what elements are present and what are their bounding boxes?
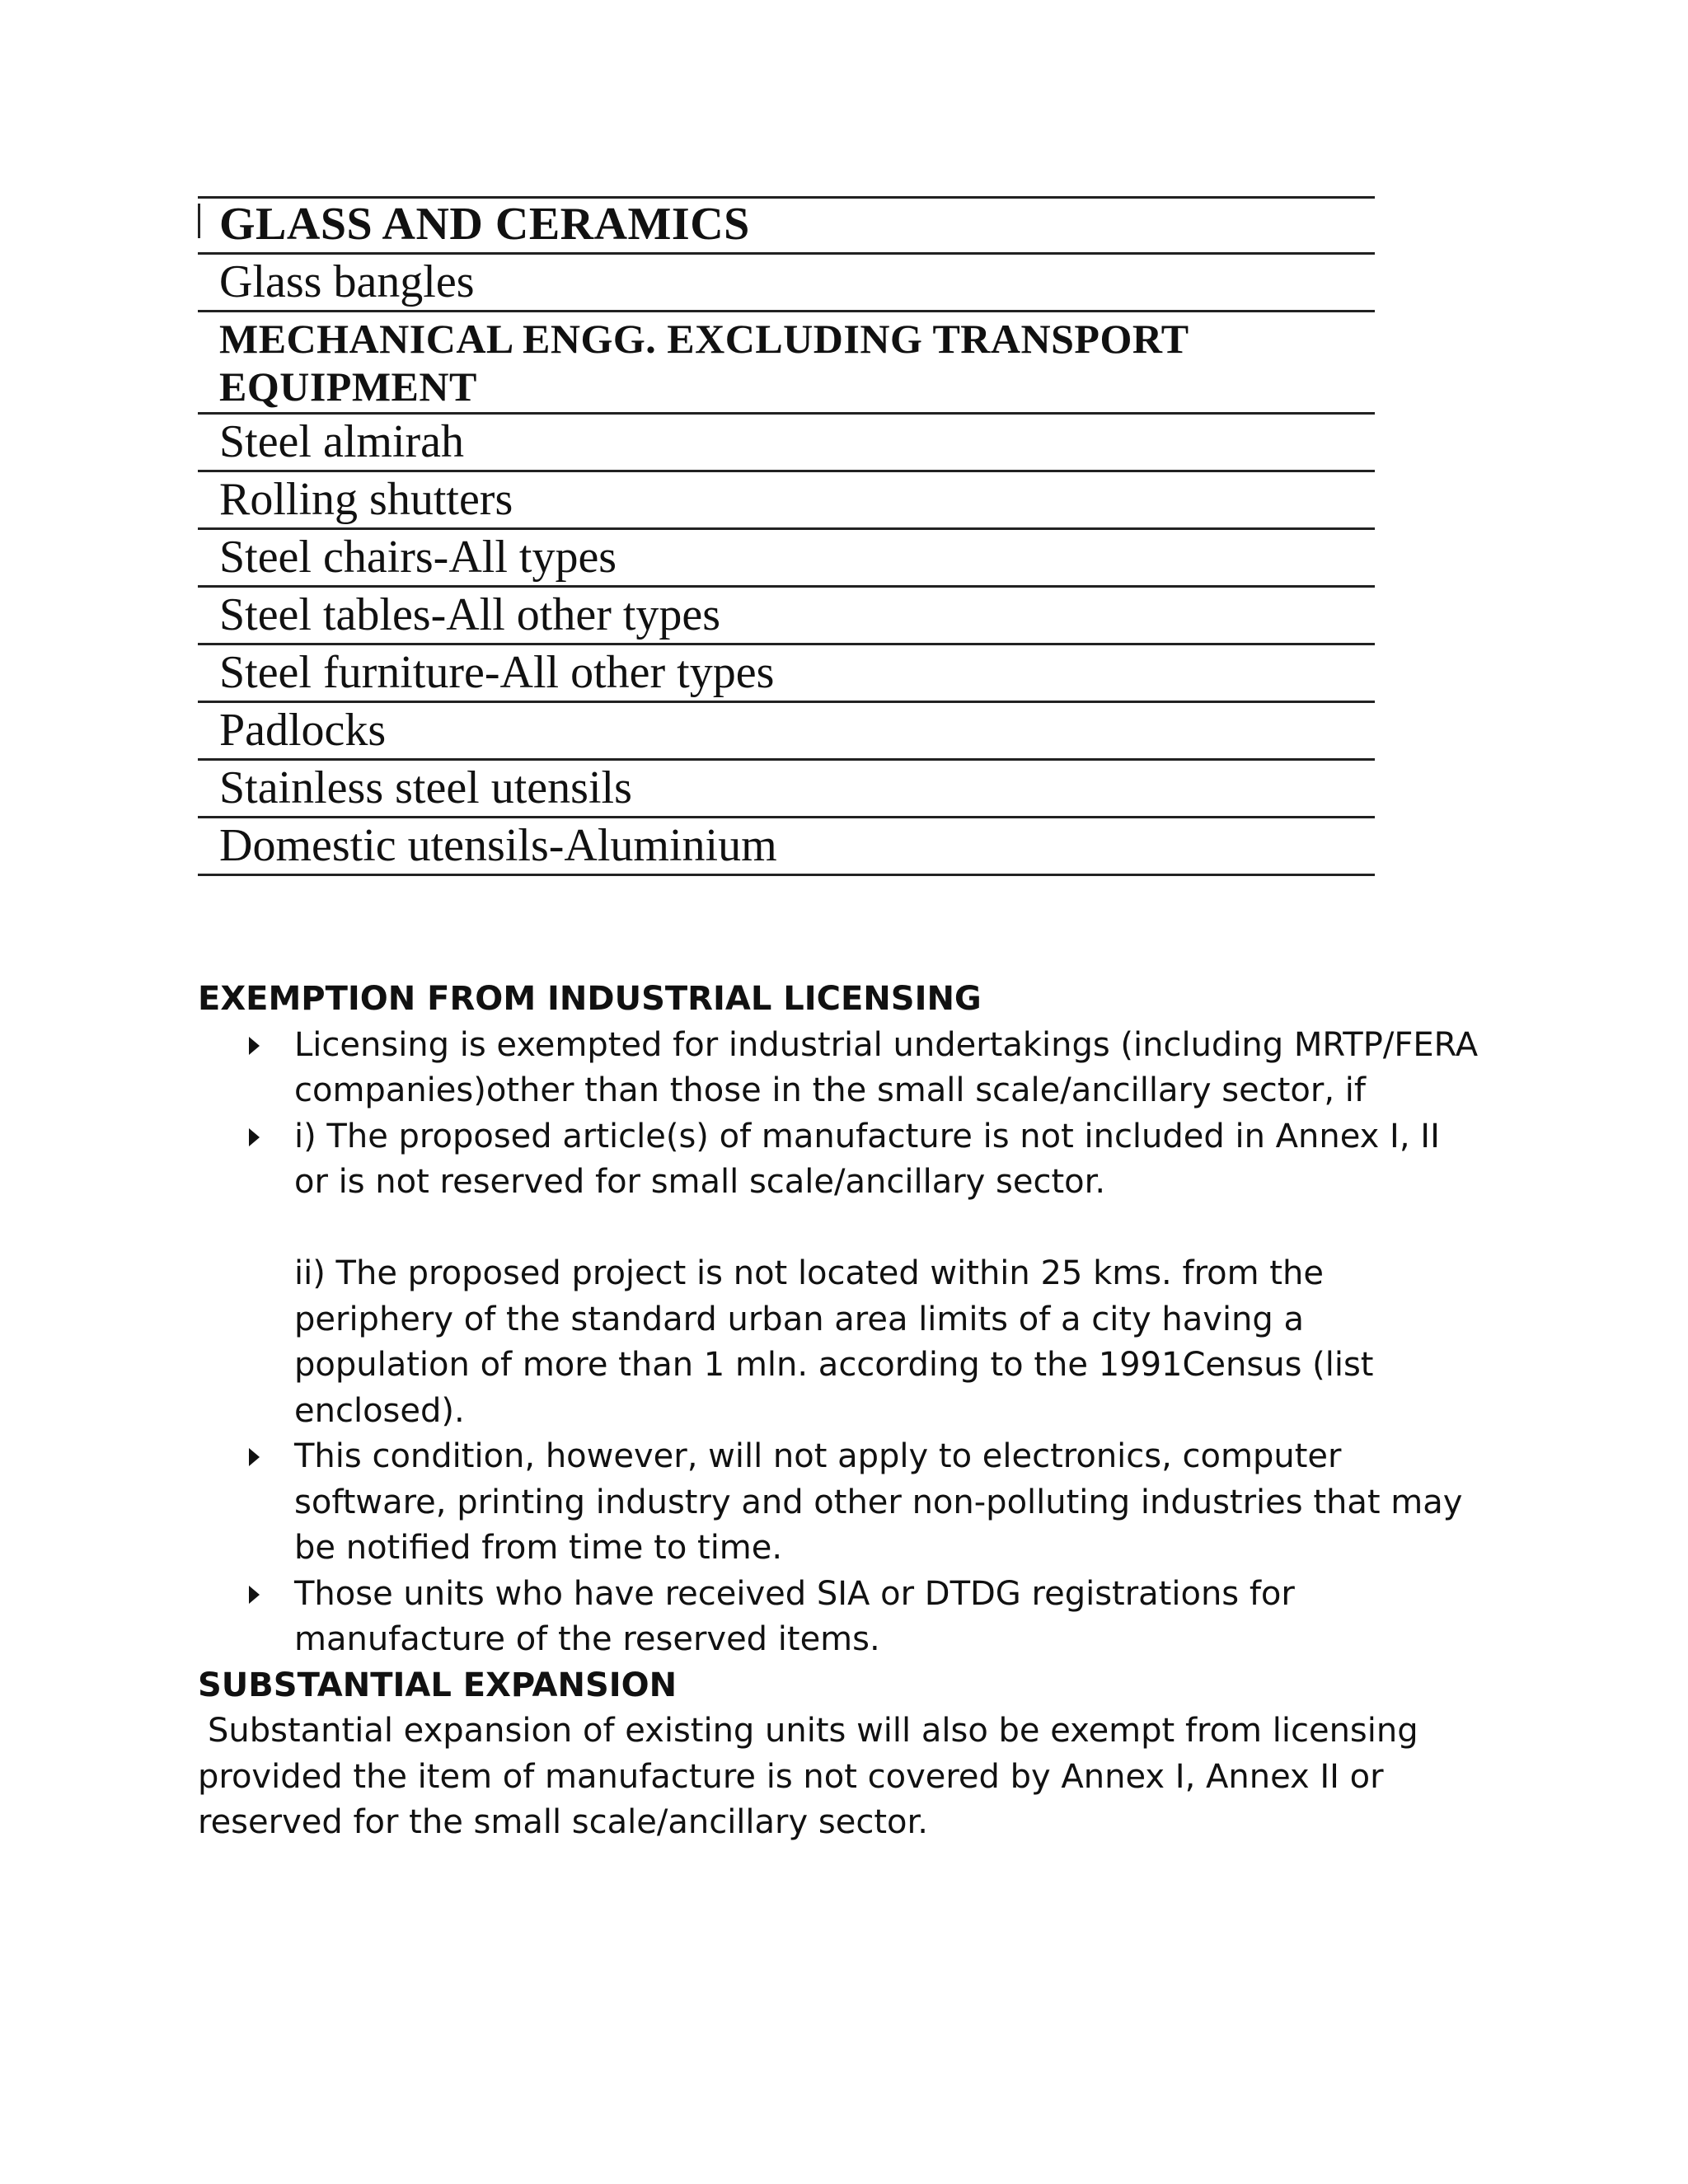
document-body <box>198 977 1484 1846</box>
table-cell: Steel almirah <box>219 416 465 467</box>
table-cell: Stainless steel utensils <box>219 762 632 813</box>
table-row <box>198 761 1375 818</box>
expansion-heading: SUBSTANTIAL EXPANSION <box>198 1666 678 1704</box>
exemption-sub-paragraph: ii) The proposed project is not located within 25 kms. from the periphery of the standard urban area limits of a city having a population of more than 1 mln. according to the 1991Census (list enclosed). <box>294 1254 1374 1430</box>
right-triangle-bullet-icon <box>249 1586 260 1604</box>
table-cell: Glass bangles <box>219 256 475 307</box>
exemption-heading: EXEMPTION FROM INDUSTRIAL LICENSING <box>198 980 982 1018</box>
bullet-text: i) The proposed article(s) of manufacture is not included in Annex I, II or is not reserved for small scale/ancillary sector. <box>294 1117 1440 1201</box>
table-heading-text-line-1: MECHANICAL ENGG. EXCLUDING TRANSPORT <box>219 316 1189 362</box>
bullet-text: Licensing is exempted for industrial undertakings (including MRTP/FERA companies)other than those in the small scale/ancillary sector, if <box>294 1025 1479 1109</box>
table-cell: Steel furniture-All other types <box>219 647 775 698</box>
reserved-items-table <box>198 196 1375 876</box>
table-heading-glass-ceramics <box>198 199 1375 255</box>
exemption-bullet-list <box>198 1023 1484 1206</box>
list-item <box>198 1114 1484 1206</box>
table-row <box>198 703 1375 761</box>
table-row <box>198 472 1375 530</box>
bullet-text: Those units who have received SIA or DTDG registrations for manufacture of the reserved items. <box>294 1574 1295 1658</box>
right-triangle-bullet-icon <box>249 1448 260 1466</box>
table-row <box>198 588 1375 645</box>
table-row <box>198 818 1375 876</box>
right-triangle-bullet-icon <box>249 1128 260 1146</box>
list-item <box>198 1434 1484 1572</box>
table-row <box>198 415 1375 472</box>
table-left-tick <box>198 204 200 238</box>
right-triangle-bullet-icon <box>249 1037 260 1055</box>
table-cell: Domestic utensils-Aluminium <box>219 820 777 871</box>
table-row <box>198 645 1375 703</box>
list-item <box>198 1023 1484 1114</box>
table-row <box>198 530 1375 588</box>
table-cell: Steel chairs-All types <box>219 532 617 583</box>
bullet-text: This condition, however, will not apply to electronics, computer software, printing industry and other non-polluting industries that may be notified from time to time. <box>294 1437 1463 1567</box>
table-heading-text-line-2: EQUIPMENT <box>219 363 477 410</box>
list-item <box>198 1572 1484 1663</box>
expansion-paragraph: Substantial expansion of existing units will also be exempt from licensing provided the item of manufacture is not covered by Annex I, Annex II or reserved for the small scale/ancillary sector. <box>198 1712 1418 1841</box>
exemption-bullet-list-continued <box>198 1434 1484 1663</box>
table-cell: Rolling shutters <box>219 474 513 525</box>
table-heading-text: GLASS AND CERAMICS <box>219 199 750 250</box>
table-cell: Steel tables-All other types <box>219 589 721 640</box>
table-heading-mechanical-engg <box>198 312 1375 415</box>
table-row <box>198 255 1375 312</box>
table-cell: Padlocks <box>219 705 387 756</box>
